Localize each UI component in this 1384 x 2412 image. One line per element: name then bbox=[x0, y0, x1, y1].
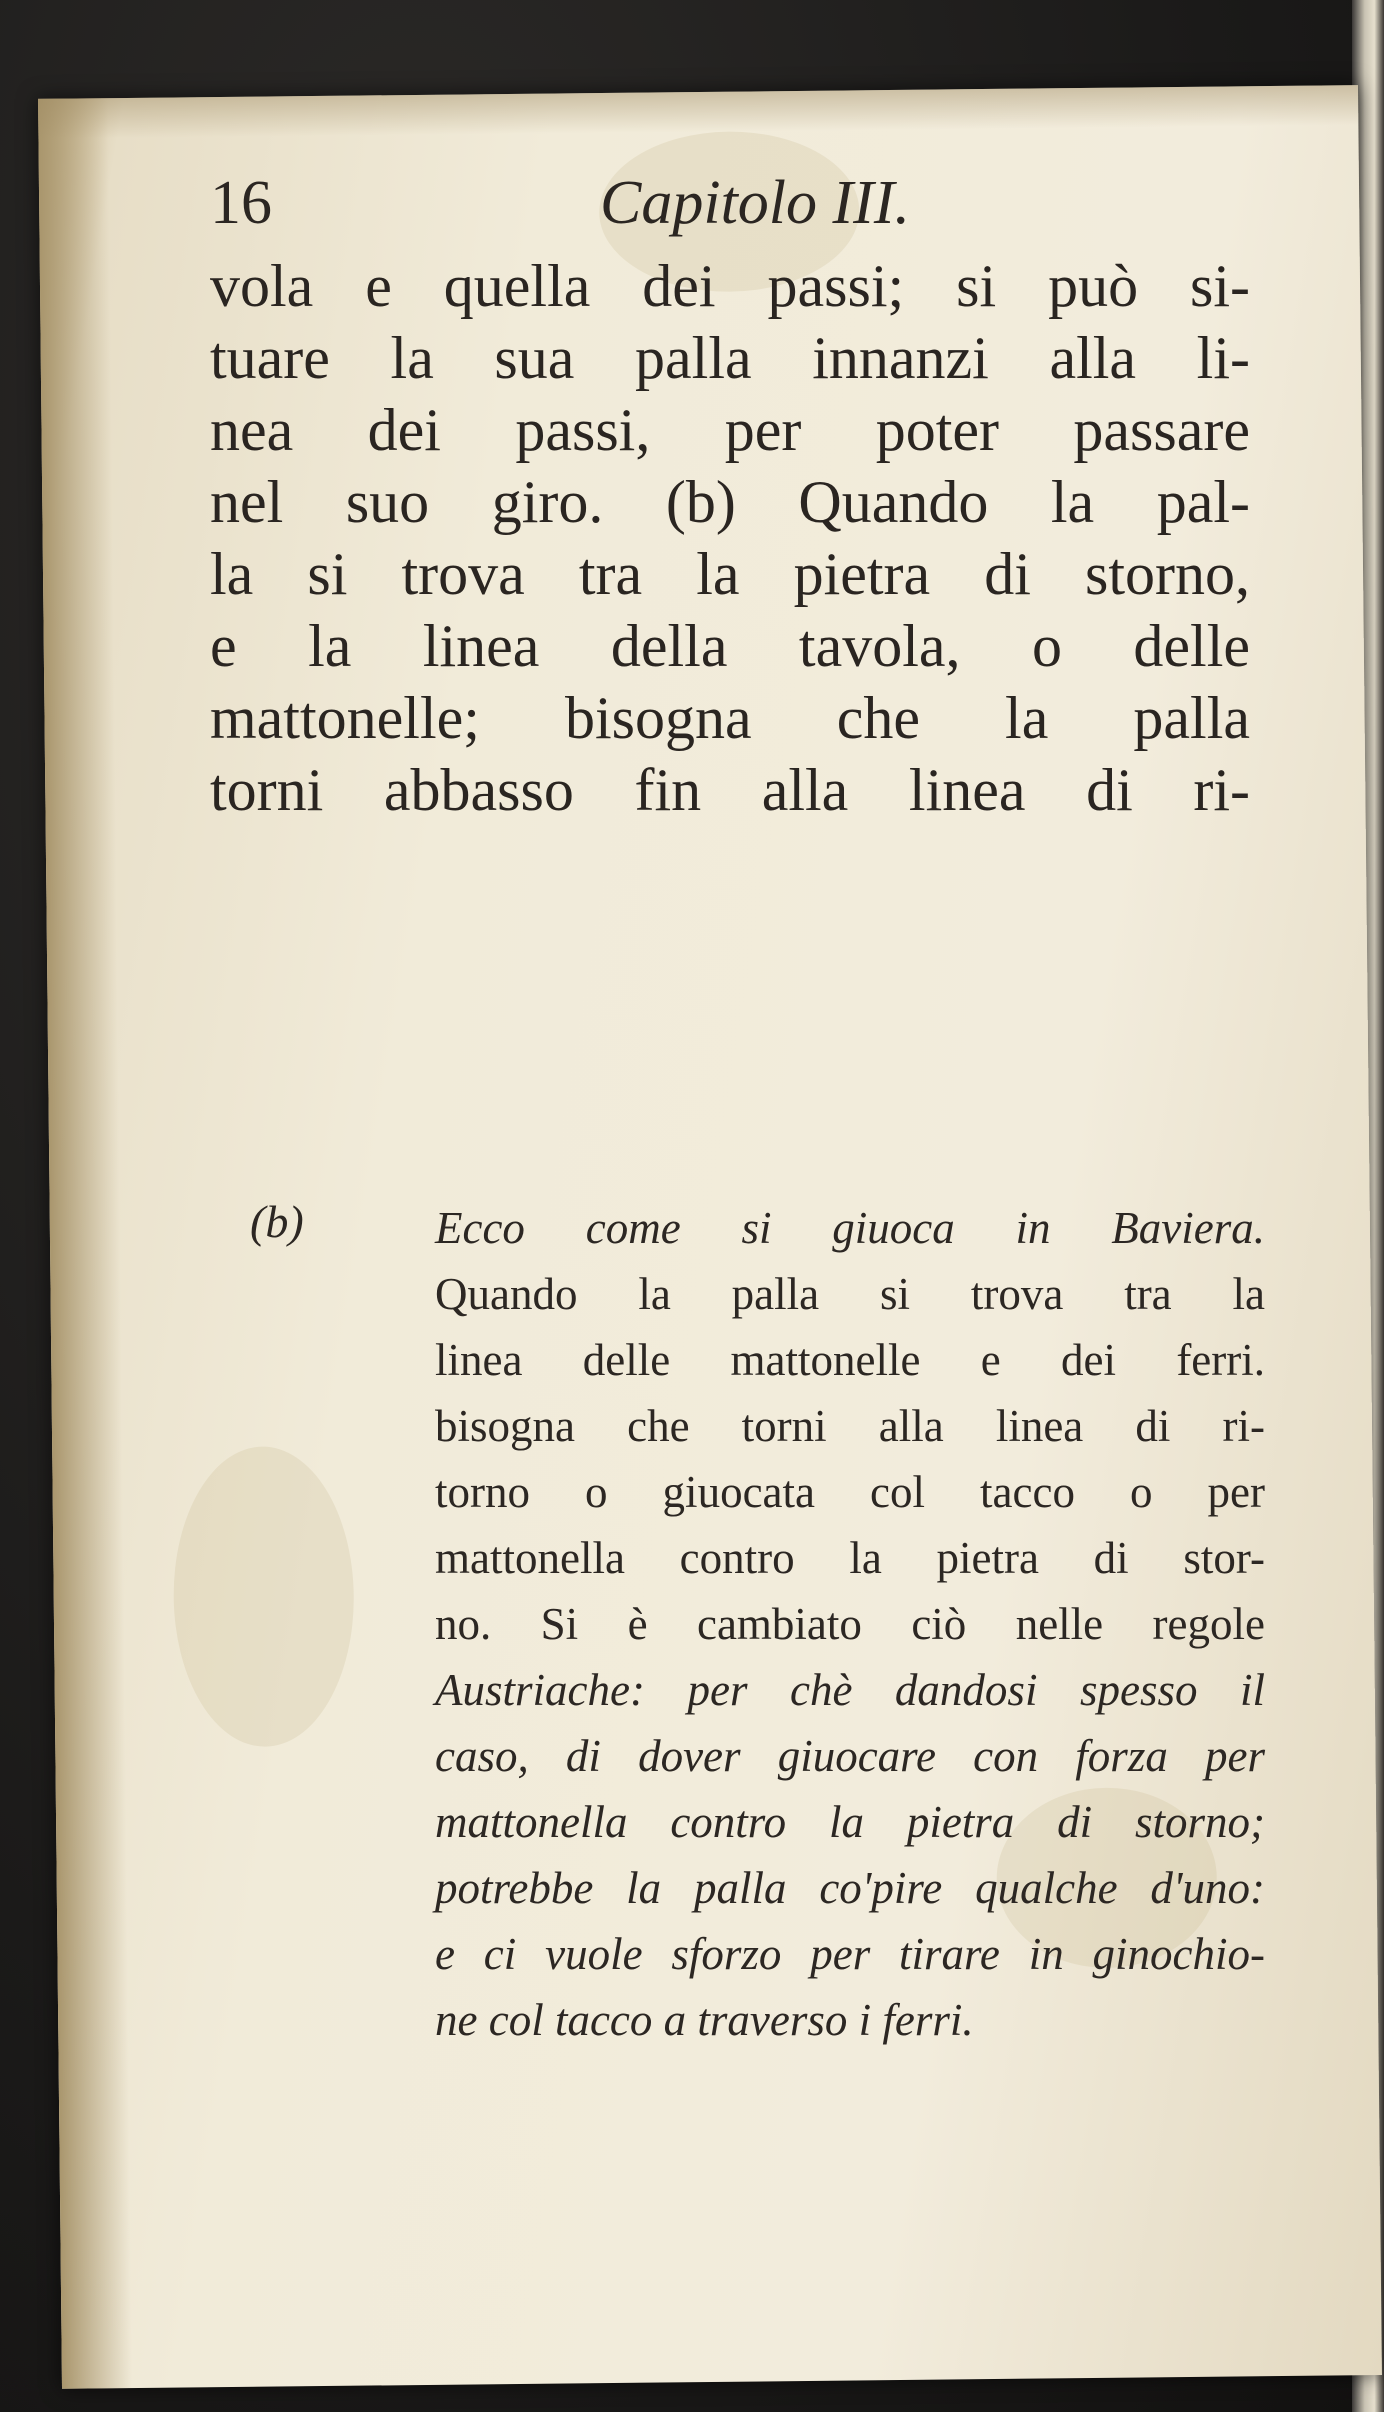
footnote-mark: (b) bbox=[250, 1196, 304, 1247]
footnote-line: Austriache: per chè dandosi spesso il bbox=[435, 1665, 1265, 1715]
footnote-line: linea delle mattonelle e dei ferri. bbox=[435, 1335, 1265, 1385]
footnote-line: no. Si è cambiato ciò nelle regole bbox=[435, 1599, 1265, 1649]
footnote-text bbox=[435, 1195, 1265, 2053]
text-line: la si trova tra la pietra di storno, bbox=[210, 541, 1250, 607]
text-line: vola e quella dei passi; si può si- bbox=[210, 253, 1250, 319]
footnote-line: bisogna che torni alla linea di ri- bbox=[435, 1401, 1265, 1451]
footnote-line: ne col tacco a traverso i ferri. bbox=[435, 1995, 974, 2045]
text-line: nel suo giro. (b) Quando la pal- bbox=[210, 469, 1250, 535]
footnote-line: torno o giuocata col tacco o per bbox=[435, 1467, 1265, 1517]
text-line: nea dei passi, per poter passare bbox=[210, 397, 1250, 463]
text-line: e la linea della tavola, o delle bbox=[210, 613, 1250, 679]
footnote-line: potrebbe la palla co'pire qualche d'uno: bbox=[435, 1863, 1265, 1913]
page-number: 16 bbox=[210, 169, 272, 237]
footnote-line: Quando la palla si trova tra la bbox=[435, 1269, 1265, 1319]
footnote-line: mattonella contro la pietra di storno; bbox=[435, 1797, 1265, 1847]
text-line: torni abbasso fin alla linea di ri- bbox=[210, 757, 1250, 823]
text-line: mattonelle; bisogna che la palla bbox=[210, 685, 1250, 751]
paper-stain bbox=[172, 1446, 355, 1748]
footnote-line: Ecco come si giuoca in Baviera. bbox=[435, 1203, 1265, 1253]
text-line: tuare la sua palla innanzi alla li- bbox=[210, 325, 1250, 391]
footnote-line: mattonella contro la pietra di stor- bbox=[435, 1533, 1265, 1583]
running-head: Capitolo III. bbox=[600, 169, 910, 237]
main-text bbox=[210, 250, 1250, 826]
footnote-line: caso, di dover giuocare con forza per bbox=[435, 1731, 1265, 1781]
footnote-line: e ci vuole sforzo per tirare in ginochio- bbox=[435, 1929, 1265, 1979]
